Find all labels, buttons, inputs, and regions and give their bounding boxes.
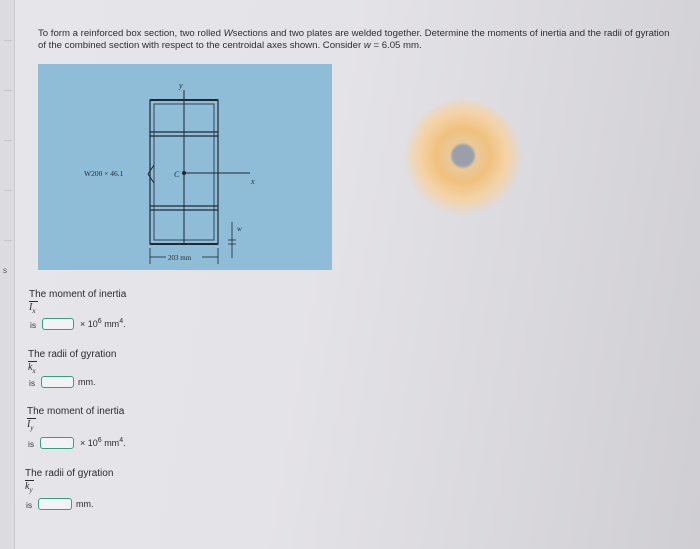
y-axis-label: y (179, 81, 183, 90)
box-section-figure (38, 64, 332, 270)
edge-divider (4, 140, 12, 141)
ix-symbol: $I_x$ (29, 302, 35, 315)
side-mark: s (3, 266, 7, 275)
is-label: is (26, 500, 33, 510)
ix-unit: × $10^6$ $mm^4$. (80, 318, 126, 329)
kx-symbol: $k_x$ (28, 362, 36, 375)
edge-divider (4, 240, 12, 241)
section-label: W200 × 46.1 (84, 169, 124, 178)
iy-answer-input[interactable] (40, 437, 74, 449)
is-label: is (30, 320, 37, 330)
iy-symbol: $I_y$ (27, 419, 33, 432)
kx-unit: mm. (78, 377, 96, 387)
ky-unit: mm. (76, 499, 94, 509)
ky-answer-input[interactable] (38, 498, 72, 510)
edge-divider (4, 190, 12, 191)
ky-symbol: $k_y$ (25, 481, 33, 494)
x-axis-label: x (251, 177, 255, 186)
ix-answer-input[interactable] (42, 318, 74, 330)
centroid-label: C (174, 170, 180, 179)
edge-divider (4, 40, 12, 41)
moment-of-inertia-x-label: The moment of inertia (29, 289, 127, 300)
figure-drawing (38, 64, 332, 270)
width-dimension-label: 203 mm (168, 254, 192, 262)
is-label: is (29, 378, 36, 388)
question-text: To form a reinforced box section, two rolled Wsections and two plates are welded together. Determine the moments of inertia and the radii of gyration of the combined section with respect to the centroidal axes shown. Consider w = 6.05 mm. (38, 28, 670, 51)
edge-divider (4, 90, 12, 91)
radius-of-gyration-y-label: The radii of gyration (25, 468, 114, 479)
centroid-dot (182, 171, 186, 175)
radius-of-gyration-x-label: The radii of gyration (28, 349, 117, 360)
iy-unit: × $10^6$ $mm^4$. (80, 437, 126, 448)
moment-of-inertia-y-label: The moment of inertia (27, 406, 125, 417)
camera-lens-flare (405, 100, 521, 216)
kx-answer-input[interactable] (41, 376, 74, 388)
plate-thickness-label: w (237, 225, 242, 233)
is-label: is (28, 439, 35, 449)
left-panel-edge (0, 0, 15, 549)
